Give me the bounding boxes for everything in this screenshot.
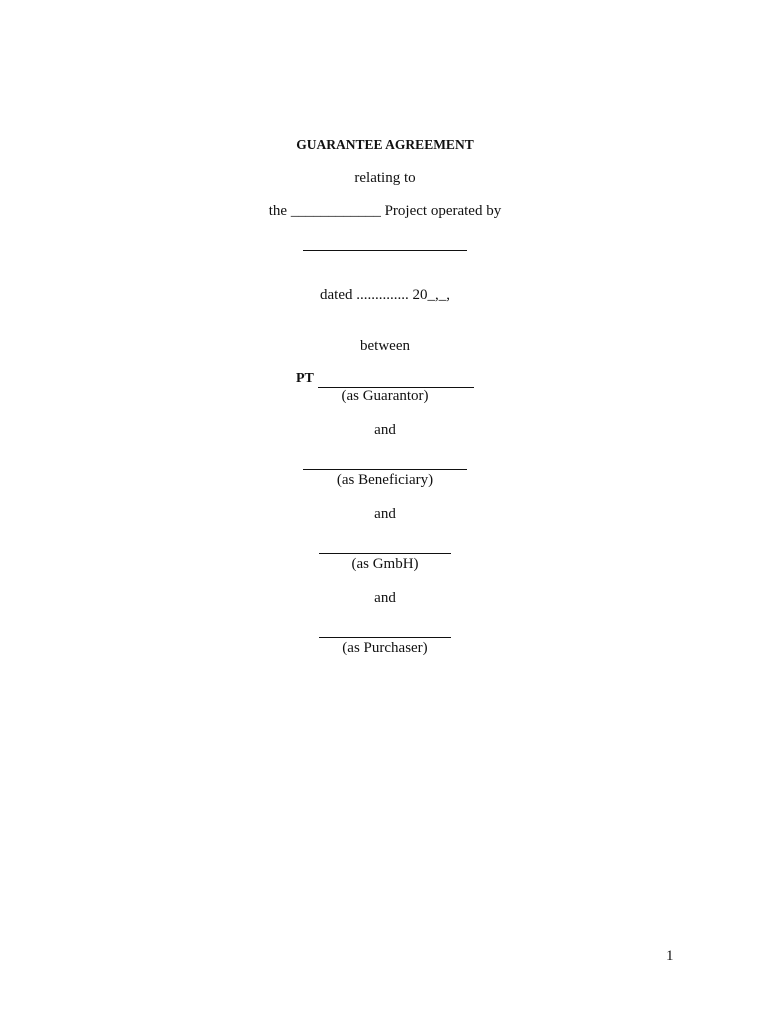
- document-title: GUARANTEE AGREEMENT: [296, 137, 474, 152]
- beneficiary-role: (as Beneficiary): [336, 472, 434, 488]
- relating-to-text: relating to: [354, 170, 416, 186]
- dated-line: dated .............. 20_,_,: [320, 287, 450, 303]
- purchaser-role: (as Purchaser): [342, 640, 428, 656]
- gmbh-role: (as GmbH): [351, 556, 419, 572]
- guarantor-role: (as Guarantor): [341, 388, 429, 404]
- and-text-2: and: [374, 506, 396, 522]
- beneficiary-signature-line: [303, 469, 467, 470]
- guarantor-prefix: PT: [296, 371, 314, 386]
- guarantor-line: [296, 370, 474, 388]
- and-text-1: and: [374, 422, 396, 438]
- and-text-3: and: [374, 590, 396, 606]
- purchaser-signature-line: [319, 637, 451, 638]
- page-number: 1: [666, 948, 674, 964]
- between-text: between: [360, 338, 410, 354]
- gmbh-signature-line: [319, 553, 451, 554]
- operator-signature-line: [303, 250, 467, 251]
- guarantor-blank-line: [318, 373, 474, 388]
- project-line: the ____________ Project operated by: [268, 203, 502, 219]
